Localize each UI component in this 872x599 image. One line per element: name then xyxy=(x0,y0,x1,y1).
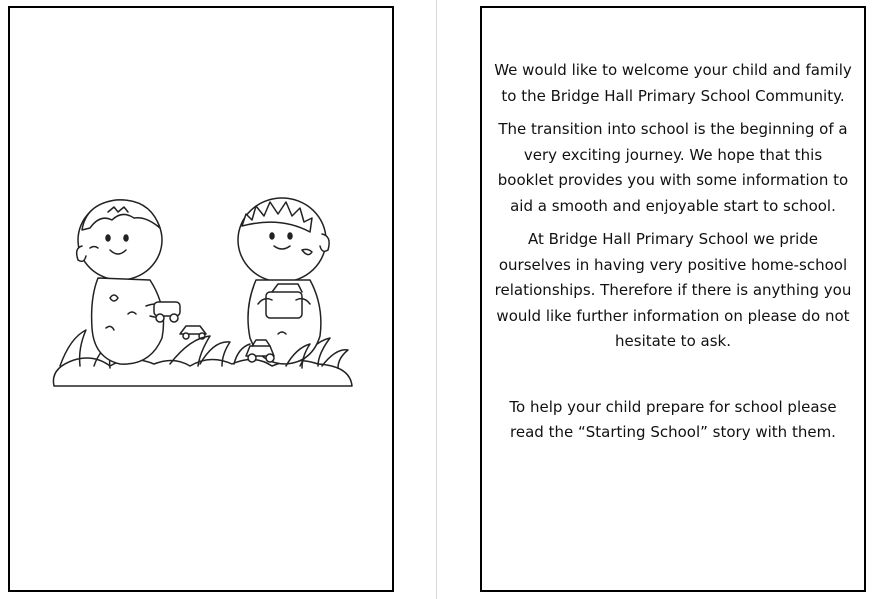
page-divider xyxy=(436,0,437,599)
right-page xyxy=(480,6,866,592)
story-paragraph: To help your child prepare for school please read the “Starting School” story with them. xyxy=(509,397,837,441)
welcome-paragraph: We would like to welcome your child and family to the Bridge Hall Primary School Community. xyxy=(494,61,852,105)
welcome-text xyxy=(494,58,852,454)
two-boys-playing-with-toy-cars-icon xyxy=(50,188,356,393)
left-page xyxy=(8,6,394,592)
relationships-paragraph: At Bridge Hall Primary School we pride ourselves in having very positive home-school relationships. Therefore if there is anything you would like further information on please do not hesitate to ask. xyxy=(494,230,852,350)
transition-paragraph: The transition into school is the beginning of a very exciting journey. We hope that this booklet provides you with some information to aid a smooth and enjoyable start to school. xyxy=(497,120,849,215)
